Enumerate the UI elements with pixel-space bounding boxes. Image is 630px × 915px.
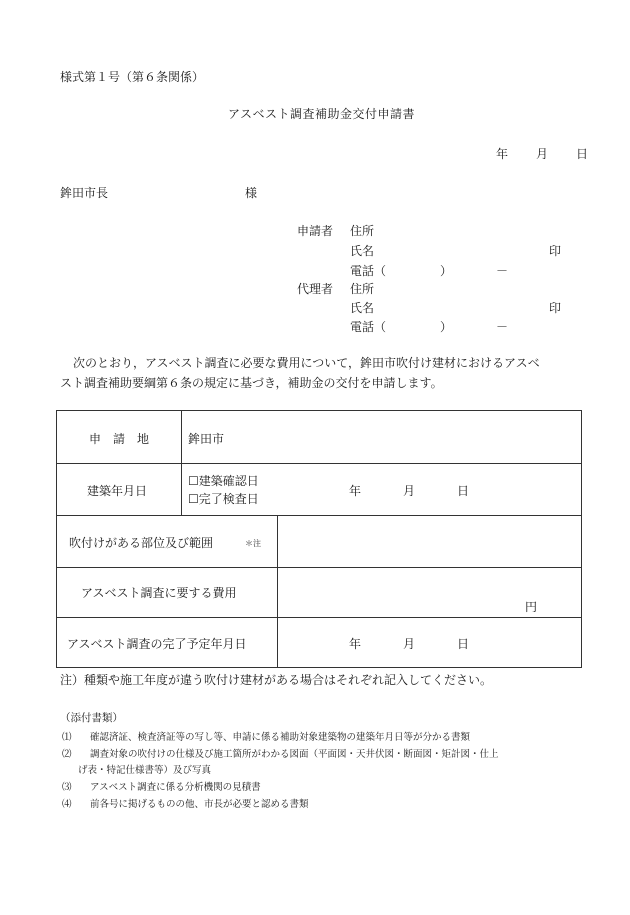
application-table: [56, 410, 582, 668]
table-row-divider: [57, 463, 581, 464]
applicant-address-label: 住所: [350, 224, 375, 238]
applicant-phone-label: 電話（: [350, 264, 387, 278]
agent-phone-label: 電話（: [350, 320, 387, 334]
applicant-name-label: 氏名: [350, 244, 375, 258]
agent-phone-close: ）: [440, 320, 453, 334]
addressee-honorific: 様: [245, 186, 258, 200]
built-year: 年: [349, 484, 362, 498]
table-col-divider: [181, 411, 182, 515]
cost-label: アスベスト調査に要する費用: [81, 586, 237, 600]
date-day: 日: [576, 147, 589, 161]
addressee-name: 鉾田市長: [60, 186, 109, 200]
form-number: 様式第１号（第６条関係）: [60, 70, 205, 84]
agent-seal: 印: [549, 301, 562, 315]
built-date-label: 建築年月日: [87, 484, 148, 498]
applicant-seal: 印: [549, 244, 562, 258]
table-row-divider: [57, 515, 581, 516]
attachment-number: ⑶: [62, 782, 72, 793]
attachment-text: アスベスト調査に係る分析機関の見積書: [90, 782, 261, 793]
built-month: 月: [403, 484, 416, 498]
agent-role: 代理者: [297, 282, 334, 296]
applicant-phone-close: ）: [440, 264, 453, 278]
attachments-heading: （添付書類）: [60, 712, 123, 724]
built-day: 日: [457, 484, 470, 498]
attachment-text-continued: げ表・特記仕様書等）及び写真: [78, 765, 212, 776]
agent-name-label: 氏名: [350, 301, 375, 315]
applicant-phone-dash: －: [496, 264, 509, 278]
completion-date-label: アスベスト調査の完了予定年月日: [67, 637, 247, 651]
completion-day: 日: [457, 637, 470, 651]
attachment-text: 確認済証、検査済証等の写し等、申請に係る補助対象建築物の建築年月日等が分かる書類: [90, 732, 471, 743]
date-month: 月: [536, 147, 549, 161]
attachment-text: 前各号に掲げるものの他、市長が必要と認める書類: [90, 799, 309, 810]
body-text-line1: 次のとおり，アスベスト調査に必要な費用について，鉾田市吹付け建材におけるアスベ: [73, 356, 540, 370]
check-completion-date[interactable]: ☐完了検査日: [188, 492, 259, 506]
site-label: 申 請 地: [89, 432, 150, 446]
completion-year: 年: [349, 637, 362, 651]
cost-unit: 円: [525, 600, 538, 614]
attachment-number: ⑷: [62, 799, 72, 810]
spray-area-label: 吹付けがある部位及び範囲: [69, 536, 214, 550]
site-value: 鉾田市: [188, 432, 225, 446]
table-row-divider: [57, 617, 581, 618]
check-confirm-date[interactable]: ☐建築確認日: [188, 474, 259, 488]
agent-address-label: 住所: [350, 282, 375, 296]
agent-phone-dash: －: [496, 320, 509, 334]
table-row-divider: [57, 567, 581, 568]
body-text-line2: スト調査補助要綱第６条の規定に基づき，補助金の交付を申請します。: [60, 376, 443, 390]
applicant-role: 申請者: [297, 224, 334, 238]
completion-month: 月: [403, 637, 416, 651]
document-title: アスベスト調査補助金交付申請書: [228, 107, 416, 121]
attachment-number: ⑴: [62, 732, 72, 743]
date-year: 年: [496, 147, 509, 161]
spray-area-note: ＊注: [245, 539, 261, 548]
table-note: 注）種類や施工年度が違う吹付け建材がある場合はそれぞれ記入してください。: [60, 673, 493, 687]
attachment-number: ⑵: [62, 749, 72, 760]
attachment-text: 調査対象の吹付けの仕様及び施工箇所がわかる図面（平面図・天井伏図・断面図・矩計図・仕上: [90, 749, 499, 760]
table-col-divider: [277, 515, 278, 668]
